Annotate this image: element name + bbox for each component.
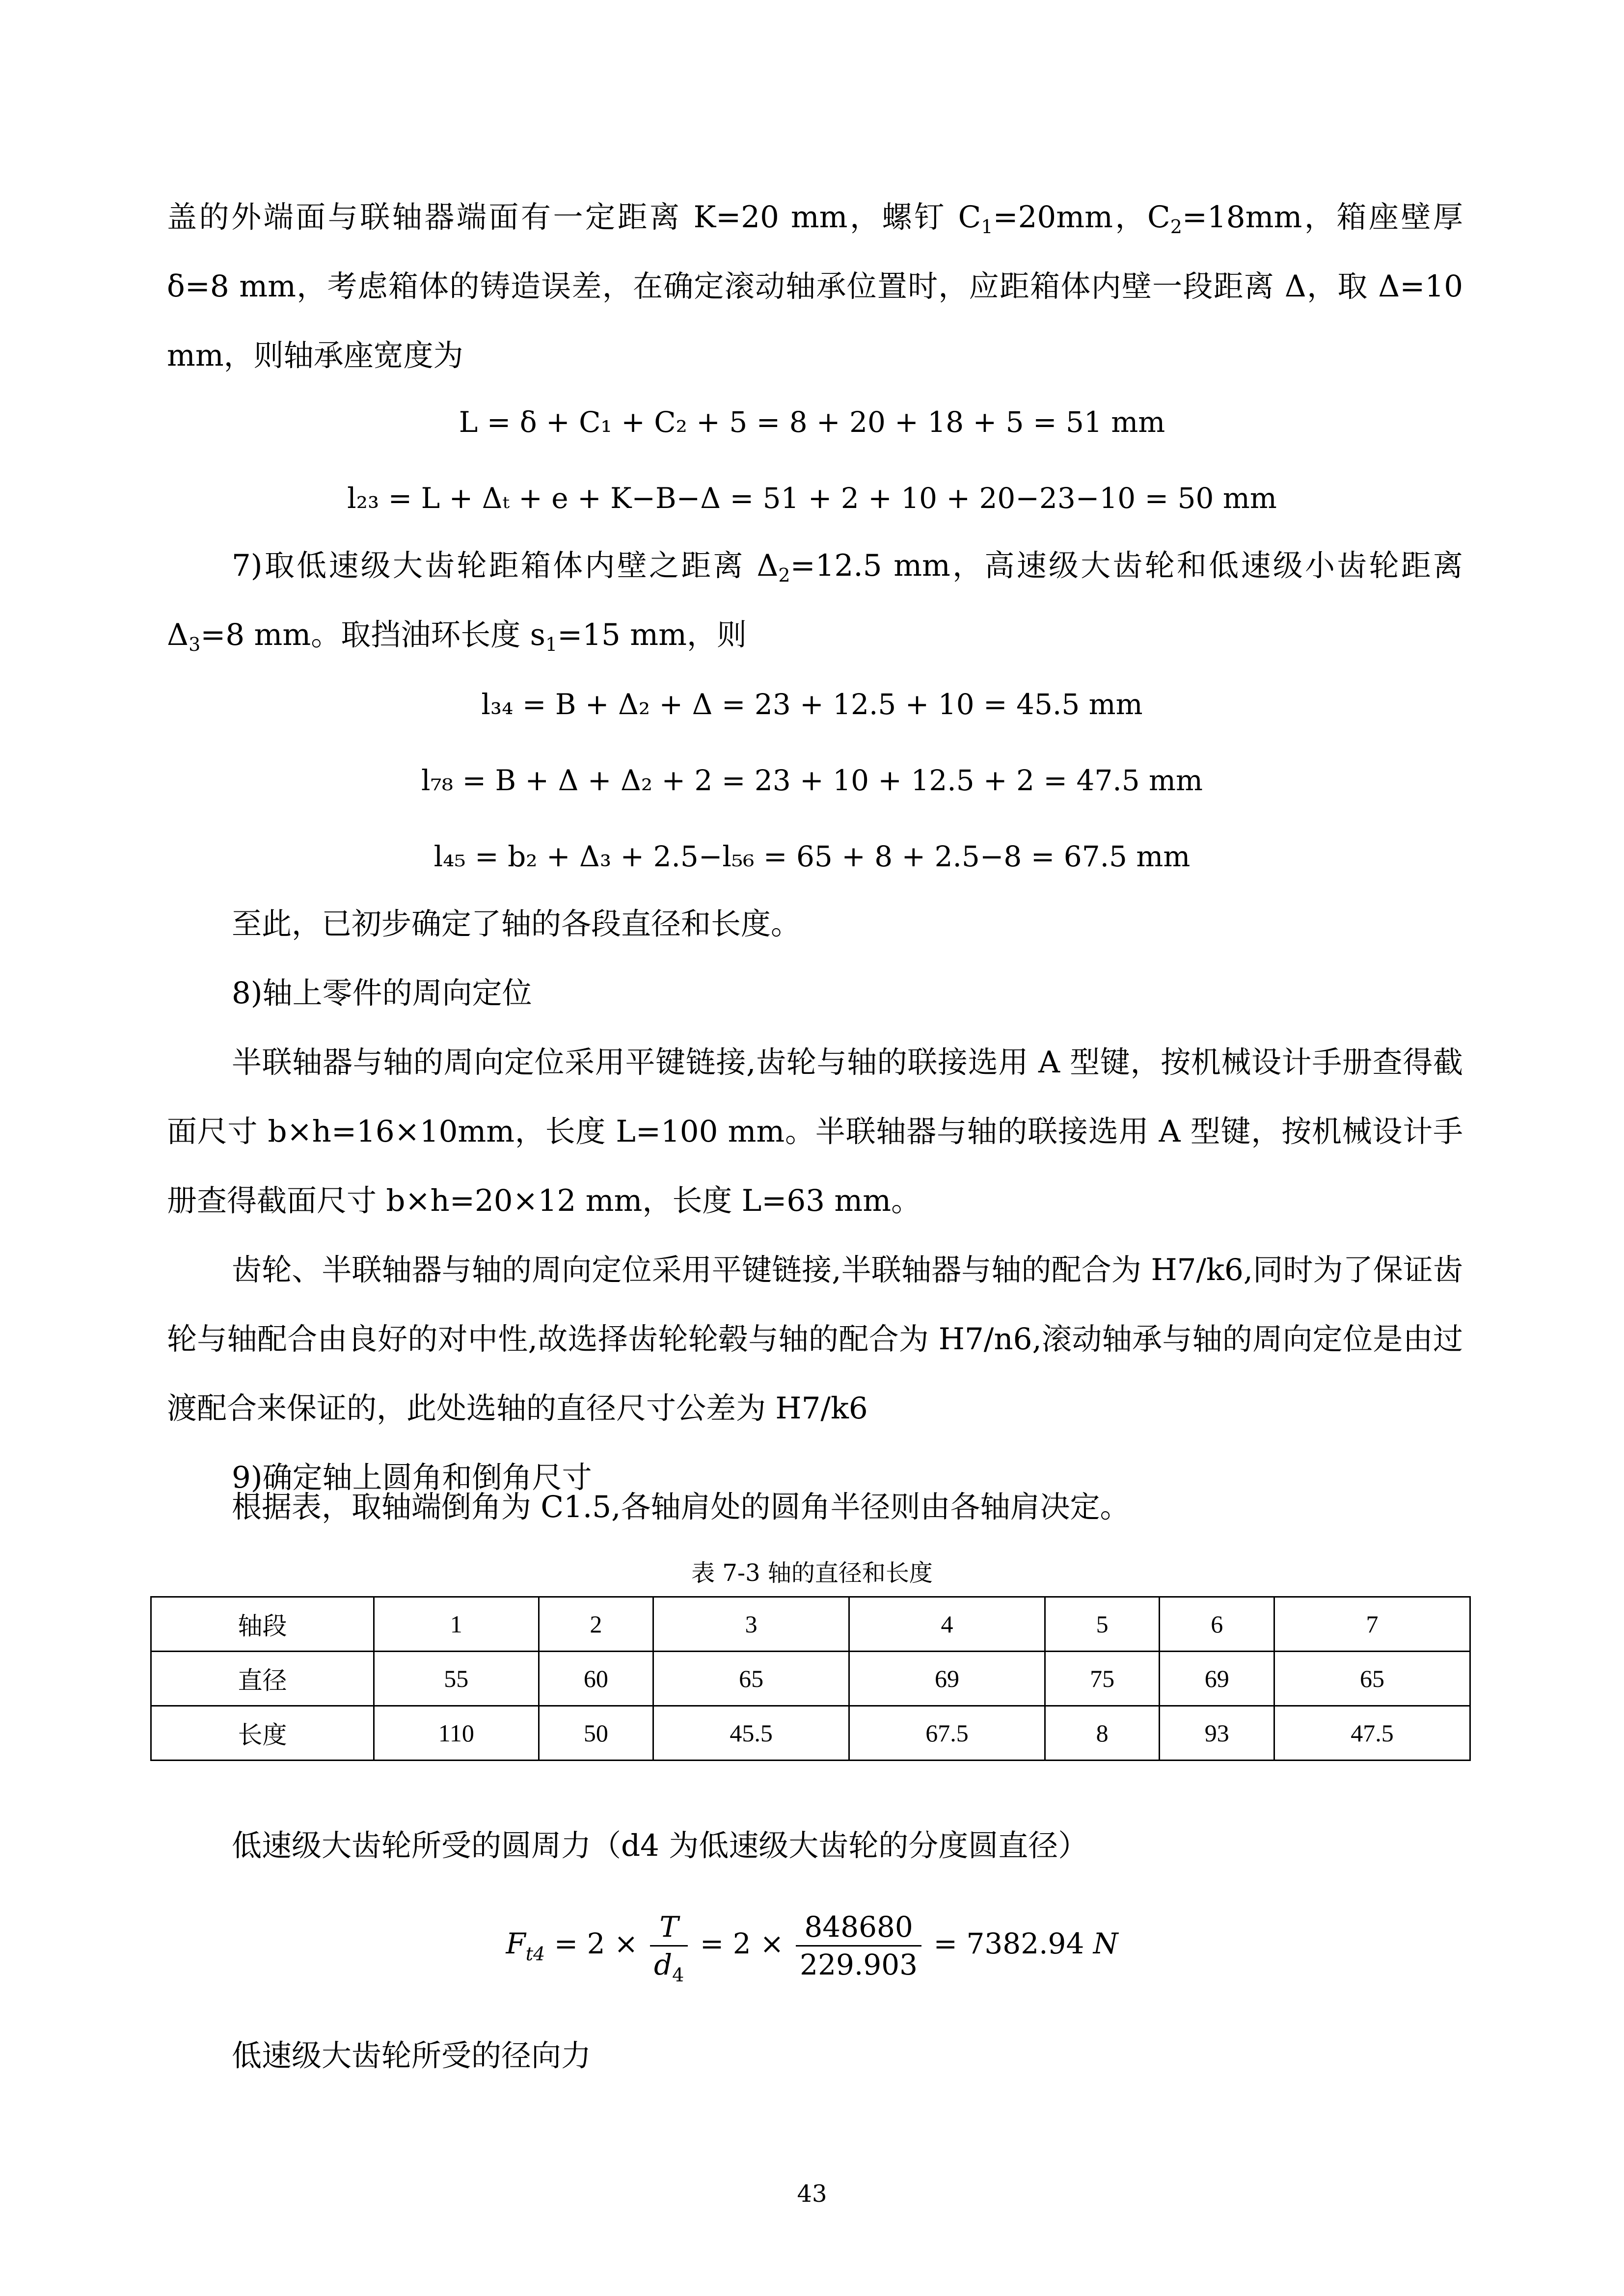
table-cell: 长度 <box>151 1706 374 1761</box>
table-cell: 69 <box>1160 1652 1274 1706</box>
table-cell: 65 <box>1274 1652 1470 1706</box>
table-cell: 1 <box>374 1597 539 1652</box>
paragraph-bearing-width: 盖的外端面与联轴器端面有一定距离 K=20 mm，螺钉 $C_1=20mm$，$C_2=18mm$，箱座壁厚 δ=8 mm，考虑箱体的铸造误差，在确定滚动轴承位置时，应距箱体内壁一段距离 Δ，取 Δ=10 mm，则轴承座宽度为 <box>167 200 1463 373</box>
table-cell: 65 <box>653 1652 849 1706</box>
table-cell: 110 <box>374 1706 539 1761</box>
table-cell: 60 <box>539 1652 653 1706</box>
paragraph-summary: 至此，已初步确定了轴的各段直径和长度。 <box>232 907 801 941</box>
table-cell: 2 <box>539 1597 653 1652</box>
paragraph-key-selection: 半联轴器与轴的周向定位采用平键链接,齿轮与轴的联接选用 A 型键，按机械设计手册查得截面尺寸 b×h=16×10mm，长度 L=100 mm。半联轴器与轴的联接选用 A 型键，按机械设计手册查得截面尺寸 b×h=20×12 mm，长度 L=63 mm。 <box>167 1045 1463 1218</box>
equation-l45: l₄₅ = b₂ + Δ₃ + 2.5−l₅₆ = 65 + 8 + 2.5−8 = 67.5 mm <box>433 840 1191 873</box>
paragraph-tangential-force: 低速级大齿轮所受的圆周力（d4 为低速级大齿轮的分度圆直径） <box>232 1828 1088 1863</box>
table-caption: 表 7-3 轴的直径和长度 <box>691 1559 933 1587</box>
table-cell: 69 <box>849 1652 1045 1706</box>
table-cell: 47.5 <box>1274 1706 1470 1761</box>
paragraph-step-7: 7)取低速级大齿轮距箱体内壁之距离 $\Delta_2=12.5$ mm，高速级大齿轮和低速级小齿轮距离 $\Delta_3=8$ mm。取挡油环长度 $s_1=15$ mm，则 <box>167 548 1463 655</box>
table-cell: 55 <box>374 1652 539 1706</box>
table-row-diameter <box>151 1652 1470 1706</box>
table-cell: 50 <box>539 1706 653 1761</box>
equation-l34: l₃₄ = B + Δ₂ + Δ = 23 + 12.5 + 10 = 45.5 mm <box>481 688 1143 721</box>
table-cell: 直径 <box>151 1652 374 1706</box>
equation-Ft4: $F_{t4} = 2$ × $\frac{T}{d_4}$ = 2 × $\frac{848680}{229.903}$ = 7382.94 N <box>0 1904 1624 1983</box>
table-cell: 轴段 <box>151 1597 374 1652</box>
equation-l23: l₂₃ = L + Δₜ + e + K−B−Δ = 51 + 2 + 10 + 20−23−10 = 50 mm <box>347 481 1277 515</box>
paragraph-radial-force: 低速级大齿轮所受的径向力 <box>232 2038 592 2073</box>
table-cell: 45.5 <box>653 1706 849 1761</box>
fraction-T-over-d4: $\frac{T}{d_4}$ <box>650 1909 688 1983</box>
table-cell: 4 <box>849 1597 1045 1652</box>
page-number: 43 <box>797 2180 827 2208</box>
fraction-torque-over-diameter: $\frac{848680}{229.903}$ <box>796 1909 921 1983</box>
paragraph-chamfer: 根据表，取轴端倒角为 C1.5,各轴肩处的圆角半径则由各轴肩决定。 <box>232 1490 1130 1524</box>
table-row-segment <box>151 1597 1470 1652</box>
table-cell: 67.5 <box>849 1706 1045 1761</box>
heading-step-9: 9)确定轴上圆角和倒角尺寸 <box>232 1460 592 1495</box>
table-cell: 93 <box>1160 1706 1274 1761</box>
table-cell: 7 <box>1274 1597 1470 1652</box>
table-cell: 6 <box>1160 1597 1274 1652</box>
table-cell: 75 <box>1045 1652 1160 1706</box>
table-row-length <box>151 1706 1470 1761</box>
equation-L: L = δ + C₁ + C₂ + 5 = 8 + 20 + 18 + 5 = 51 mm <box>459 405 1165 439</box>
table-cell: 8 <box>1045 1706 1160 1761</box>
shaft-dimension-table <box>150 1596 1471 1761</box>
paragraph-fit-selection: 齿轮、半联轴器与轴的周向定位采用平键链接,半联轴器与轴的配合为 H7/k6,同时为了保证齿轮与轴配合由良好的对中性,故选择齿轮轮毂与轴的配合为 H7/n6,滚动轴承与轴的周向定位是由过渡配合来保证的，此处选轴的直径尺寸公差为 H7/k6 <box>167 1253 1463 1426</box>
table-cell: 3 <box>653 1597 849 1652</box>
heading-step-8: 8)轴上零件的周向定位 <box>232 976 532 1011</box>
equation-l78: l₇₈ = B + Δ + Δ₂ + 2 = 23 + 10 + 12.5 + 2 = 47.5 mm <box>421 764 1203 797</box>
table-cell: 5 <box>1045 1597 1160 1652</box>
